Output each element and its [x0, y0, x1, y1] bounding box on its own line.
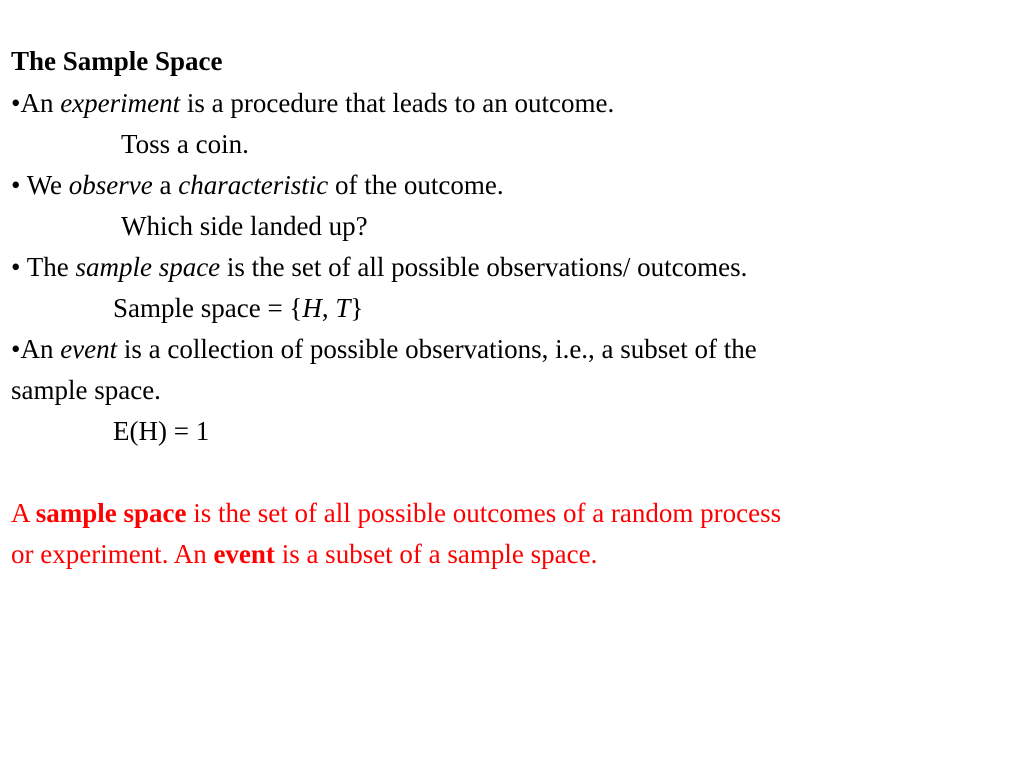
- bullet-observe-rest: of the outcome.: [328, 170, 504, 200]
- definition-line2-part1: or experiment. An: [11, 539, 214, 569]
- definition-term-event: event: [213, 539, 275, 569]
- sample-space-separator: ,: [321, 293, 336, 323]
- bullet-sample-space-prefix: • The: [11, 252, 76, 282]
- example-which-side: Which side landed up?: [121, 211, 368, 241]
- sample-space-example-suffix: }: [350, 293, 364, 323]
- event-example: E(H) = 1: [113, 416, 210, 446]
- outcome-h: H: [302, 293, 322, 323]
- definition-line2-part2: is a subset of a sample space.: [274, 539, 598, 569]
- bullet-observe-mid: a: [152, 170, 179, 200]
- bullet-experiment: [11, 87, 614, 119]
- definition-term-sample-space: sample space: [35, 498, 187, 528]
- bullet-experiment-prefix: •An: [11, 88, 61, 118]
- bullet-event-prefix: •An: [11, 334, 61, 364]
- definition-line-1: [11, 497, 781, 529]
- definition-line-2: [11, 538, 597, 570]
- term-sample-space: sample space: [75, 252, 221, 282]
- sample-space-example-prefix: Sample space = {: [113, 293, 303, 323]
- definition-part1: A: [11, 498, 36, 528]
- term-experiment: experiment: [60, 88, 181, 118]
- term-event: event: [60, 334, 118, 364]
- bullet-sample-space: [11, 251, 747, 283]
- bullet-event: [11, 333, 757, 365]
- definition-part2: is the set of all possible outcomes of a random process: [186, 498, 782, 528]
- term-characteristic: characteristic: [178, 170, 329, 200]
- bullet-observe-prefix: • We: [11, 170, 69, 200]
- bullet-observe: [11, 169, 504, 201]
- sample-space-example: [113, 292, 363, 324]
- slide-title: The Sample Space: [11, 46, 223, 76]
- bullet-event-rest: is a collection of possible observations, i.e., a subset of the: [117, 334, 757, 364]
- bullet-experiment-rest: is a procedure that leads to an outcome.: [180, 88, 615, 118]
- example-toss-coin: Toss a coin.: [121, 129, 249, 159]
- outcome-t: T: [335, 293, 351, 323]
- term-observe: observe: [68, 170, 153, 200]
- bullet-sample-space-rest: is the set of all possible observations/ outcomes.: [220, 252, 748, 282]
- bullet-event-continuation: sample space.: [11, 375, 161, 405]
